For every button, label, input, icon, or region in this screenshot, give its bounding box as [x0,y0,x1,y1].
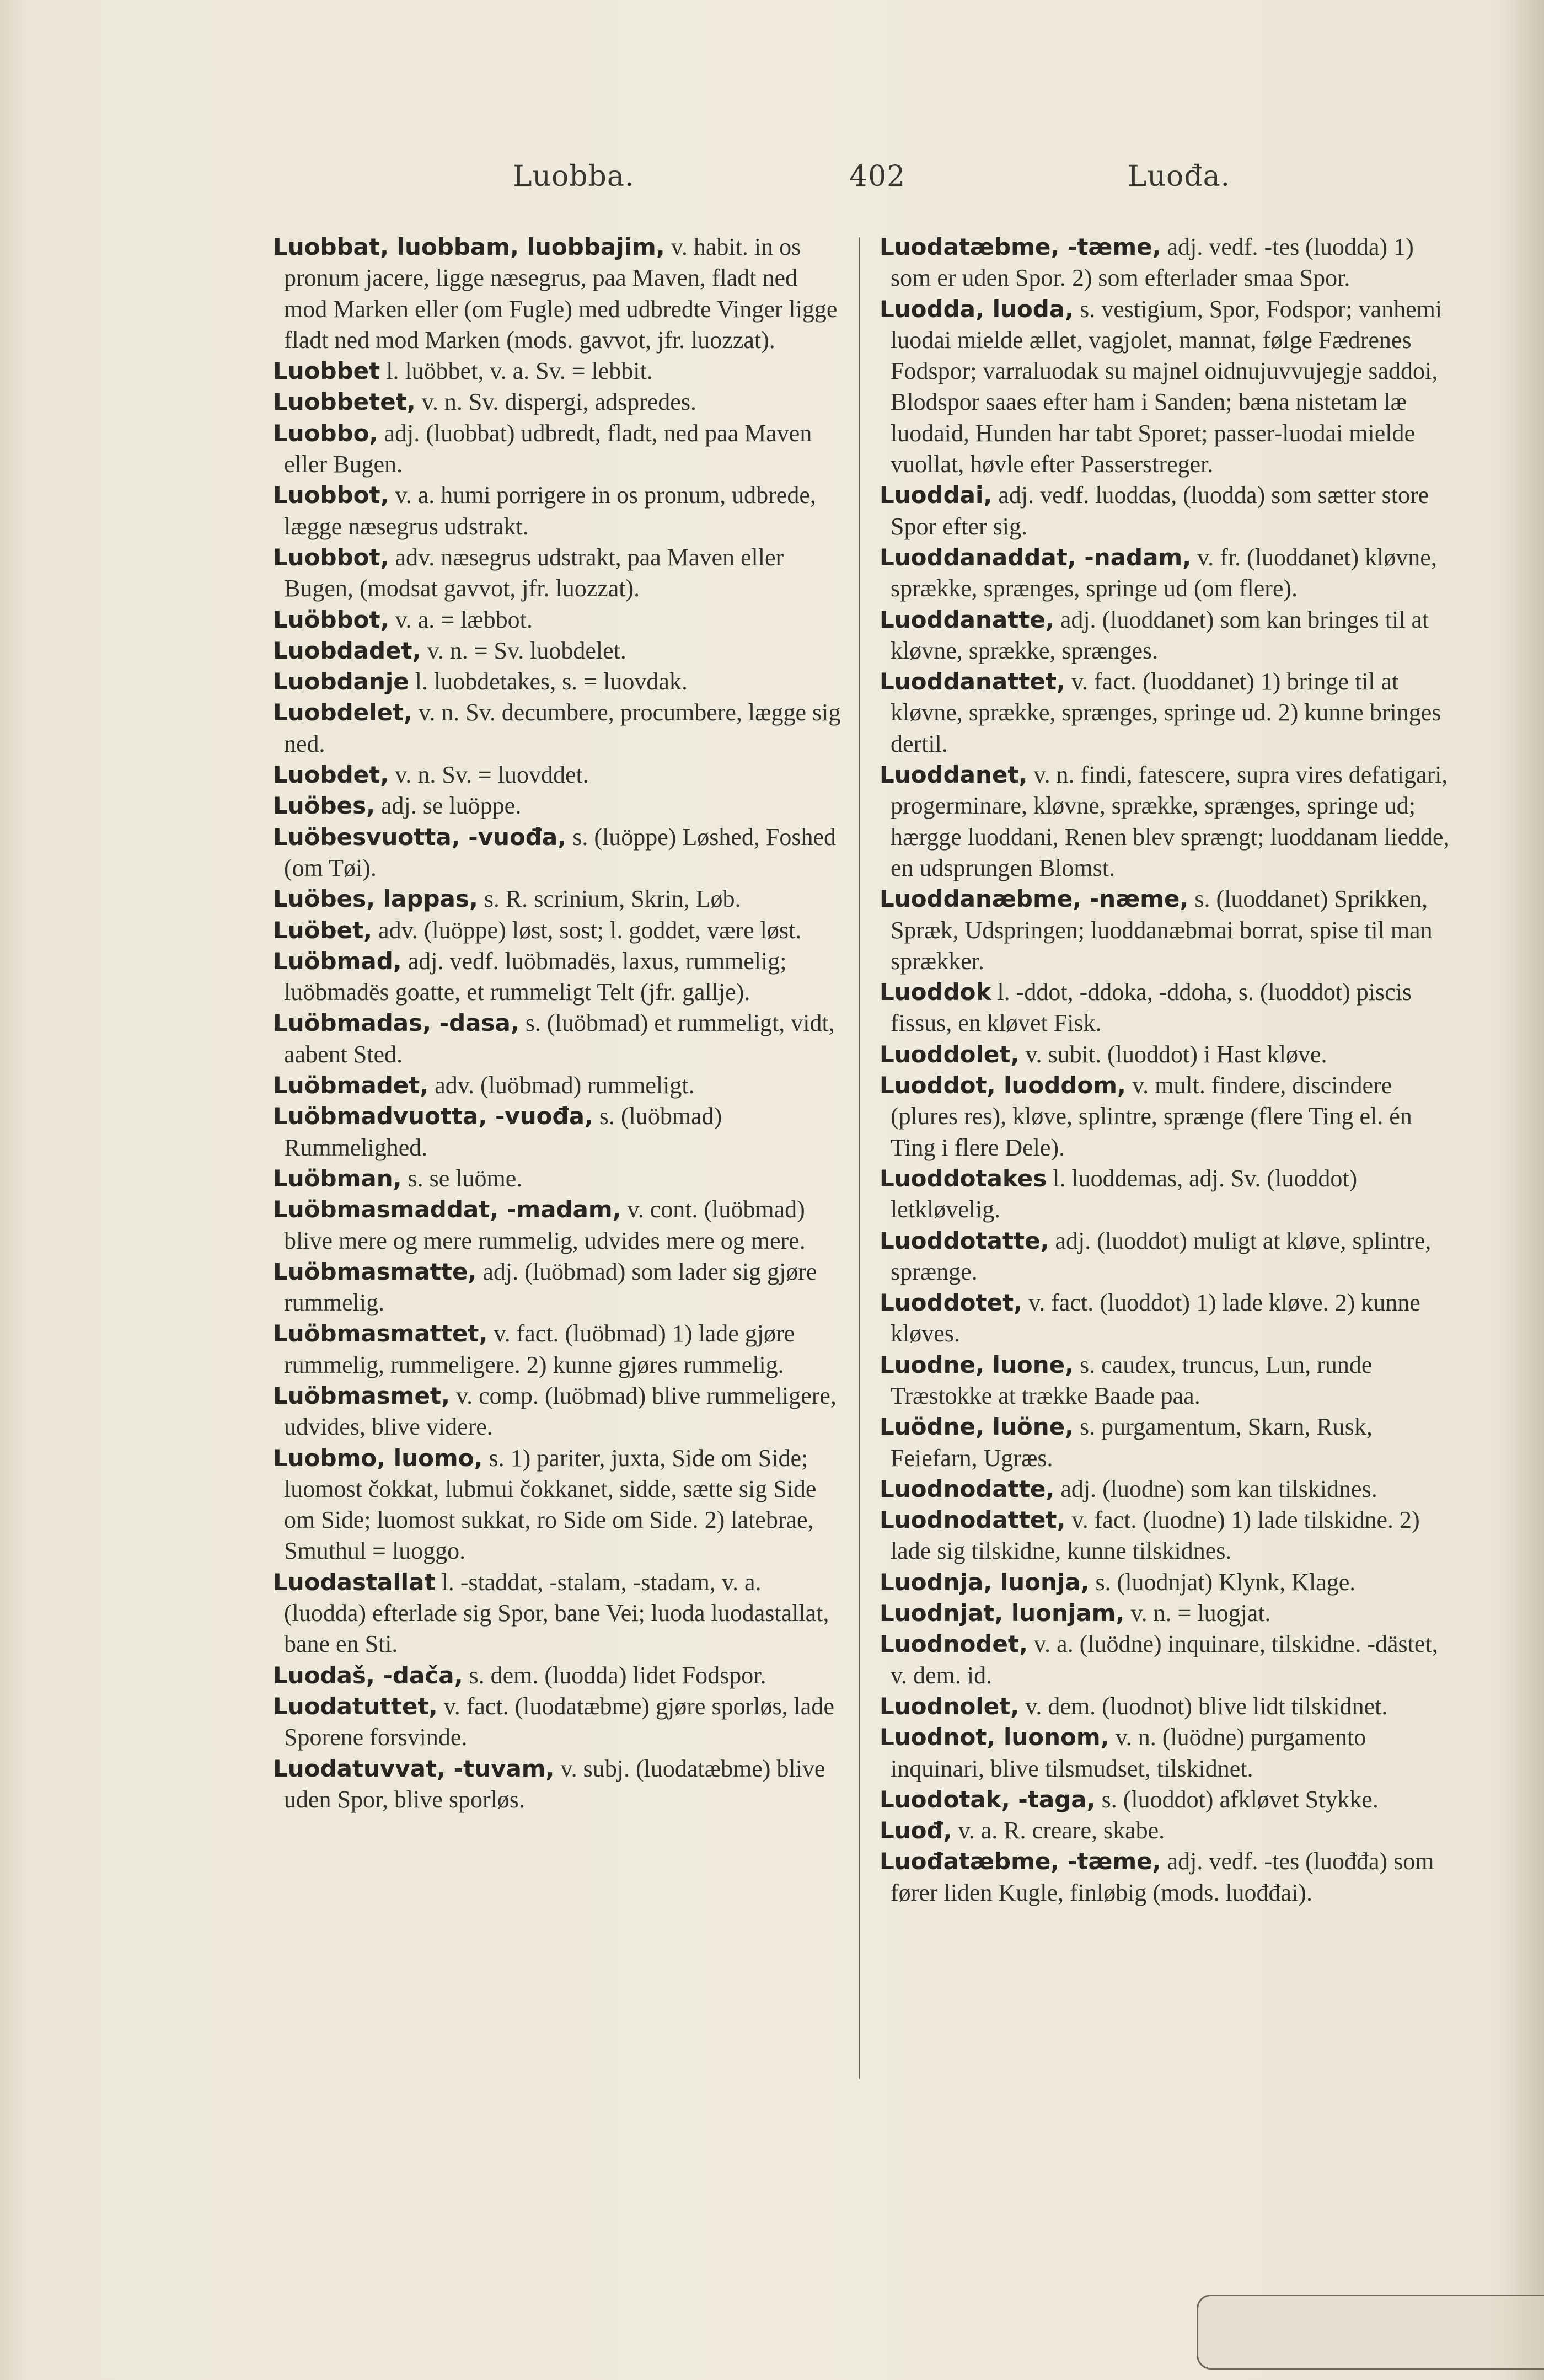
entry-headword: Luoddanatte, [880,606,1054,633]
entry-definition: v. n. Sv. dispergi, adspredes. [421,388,696,416]
entry-definition: v. n. (luödne) purgamento inquinari, blive tilsmudset, tilskidnet. [891,1724,1366,1782]
entry-headword: Luobbet [273,357,380,385]
entry-definition: l. -ddot, -ddoka, -ddoha, s. (luoddot) piscis fissus, en kløvet Fisk. [891,978,1412,1037]
entry-headword: Luöbmad, [273,947,402,975]
dictionary-entry [273,1070,846,1101]
entry-headword: Luodnolet, [880,1692,1020,1720]
entry-definition: v. a. R. creare, skabe. [958,1817,1165,1844]
running-head-left: Luobba. [513,160,635,193]
dictionary-entry [880,1691,1459,1722]
dictionary-entry [273,1008,846,1070]
entry-headword: Luobbot, [273,482,389,509]
dictionary-entry [273,605,846,635]
right-column [880,232,1459,1908]
dictionary-entry [273,760,846,790]
entry-definition: adj. vedf. -tes (luođđa) som fører liden Kugle, finløbig (mods. luođđai). [891,1848,1434,1906]
dictionary-entry [273,884,846,914]
entry-definition: v. cont. (luöbmad) blive mere og mere rummelig, udvides mere og mere. [284,1196,806,1254]
entry-definition: adj. (luoddanet) som kan bringes til at kløvne, sprække, sprænges. [891,606,1429,664]
entry-headword: Luöbmadvuotta, -vuođa, [273,1103,593,1130]
entry-definition: v. fr. (luoddanet) kløvne, sprække, sprænges, springe ud (om flere). [891,543,1437,602]
entry-definition: s. vestigium, Spor, Fodspor; vanhemi luodai mielde ællet, vagjolet, mannat, følge Fædrenes Fodspor; varraluodak su majnel oidnujuvvujegje saddoi, Blodspor saaes efter ham i Sanden; bæna nistetam læ luodaid, Hunden har tabt Sporet; passer-luodai mielde vuollat, høvle efter Passerstreger. [891,295,1443,478]
library-stamp [1197,2295,1544,2370]
entry-definition: v. fact. (luöbmad) 1) lade gjøre rummelig, rummeligere. 2) kunne gjøres rummelig. [284,1320,795,1378]
entry-definition: v. n. = Sv. luobdelet. [427,637,626,664]
dictionary-entry [880,666,1459,760]
dictionary-entry [273,1101,846,1163]
entry-definition: v. subj. (luodatæbme) blive uden Spor, blive sporløs. [284,1755,825,1813]
entry-definition: v. a. = læbbot. [395,606,533,633]
dictionary-entry [273,1318,846,1381]
entry-headword: Luoddotatte, [880,1227,1049,1254]
entry-definition: adj. vedf. luöbmadës, laxus, rummelig; luöbmadës goatte, et rummeligt Telt (jfr. gallje). [284,947,787,1006]
dictionary-entry [880,1070,1459,1163]
dictionary-entry [880,1784,1459,1815]
entry-definition: s. caudex, truncus, Lun, runde Træstokke at trække Baade paa. [891,1351,1373,1409]
entry-definition: v. n. = luogjat. [1130,1600,1271,1627]
entry-headword: Luöbmasmet, [273,1382,450,1409]
entry-headword: Luodastallat [273,1568,436,1596]
entry-headword: Luobmo, luomo, [273,1444,483,1472]
dictionary-entry [273,1567,846,1660]
dictionary-entry [273,790,846,821]
entry-headword: Luodnja, luonja, [880,1568,1090,1596]
entry-definition: v. fact. (luoddanet) 1) bringe til at kløvne, sprække, sprænges, springe ud. 2) kunne bringes dertil. [891,668,1441,757]
entry-headword: Luobbot, [273,543,389,571]
entry-definition: adv. (luöbmad) rummeligt. [435,1072,695,1099]
entry-headword: Luödne, luöne, [880,1413,1074,1441]
entry-definition: adj. se luöppe. [381,792,522,820]
entry-headword: Luodatæbme, -tæme, [880,233,1161,260]
entry-definition: v. fact. (luodne) 1) lade tilskidne. 2) lade sig tilskidne, kunne tilskidnes. [891,1506,1420,1565]
dictionary-entry [273,1691,846,1753]
dictionary-entry [880,1722,1459,1784]
entry-headword: Luodnodatte, [880,1475,1055,1502]
dictionary-entry [880,1629,1459,1691]
entry-headword: Luobdelet, [273,699,413,726]
entry-definition: s. (luöbmad) Rummelighed. [284,1103,722,1161]
dictionary-entry [880,294,1459,480]
dictionary-entry [273,542,846,605]
dictionary-entry [880,1163,1459,1226]
dictionary-entry [273,387,846,418]
entry-definition: adv. næsegrus udstrakt, paa Maven eller Bugen, (modsat gavvot, jfr. luozzat). [284,543,784,602]
entry-headword: Luöbes, lappas, [273,885,478,913]
column-divider [859,237,860,2079]
entry-headword: Luöbet, [273,916,373,944]
entry-definition: adj. vedf. -tes (luodda) 1) som er uden Spor. 2) som efterlader smaa Spor. [891,233,1414,292]
dictionary-entry [880,1350,1459,1412]
dictionary-entry [880,977,1459,1039]
dictionary-entry [273,1660,846,1691]
entry-headword: Luodne, luone, [880,1351,1074,1378]
entry-headword: Luodatuvvat, -tuvam, [273,1755,555,1782]
entry-definition: s. purgamentum, Skarn, Rusk, Feiefarn, Ugræs. [891,1413,1373,1472]
dictionary-entry [273,697,846,760]
entry-headword: Luobdadet, [273,637,421,664]
entry-definition: v. fact. (luodatæbme) gjøre sporløs, lade Sporene forsvinde. [284,1692,834,1751]
entry-definition: adj. (luobbat) udbredt, fladt, ned paa Maven eller Bugen. [284,419,812,478]
entry-headword: Luođ, [880,1817,952,1844]
entry-headword: Luoddanaddat, -nadam, [880,543,1192,571]
entry-definition: s. (luoddanet) Sprikken, Spræk, Udspringen; luoddanæbmai borrat, spise til man sprækker. [891,885,1433,975]
entry-headword: Luoddok [880,978,991,1006]
entry-headword: Luodnodattet, [880,1506,1066,1534]
entry-definition: s. (luoddot) afkløvet Stykke. [1101,1785,1379,1813]
dictionary-entry [273,822,846,884]
entry-headword: Luoddolet, [880,1040,1020,1068]
entry-definition: v. habit. in os pronum jacere, ligge næsegrus, paa Maven, fladt ned mod Marken eller (om Fugle) med udbredte Vinger ligge fladt ned mod Marken (mods. gavvot, jfr. luozzat). [284,233,838,354]
entry-definition: l. -staddat, -stalam, -stadam, v. a. (luodda) efterlade sig Spor, bane Vei; luoda luodastallat, bane en Sti. [284,1568,829,1658]
entry-headword: Luođatæbme, -tæme, [880,1848,1161,1875]
entry-headword: Luöbbot, [273,606,389,633]
dictionary-entry [880,480,1459,542]
entry-definition: v. dem. (luodnot) blive lidt tilskidnet. [1025,1692,1388,1720]
entry-headword: Luöbmadet, [273,1072,429,1099]
dictionary-entry [273,1443,846,1567]
entry-definition: l. luoddemas, adj. Sv. (luoddot) letkløvelig. [891,1164,1358,1223]
dictionary-entry [880,1846,1459,1908]
running-head-right: Luođa. [1128,160,1231,193]
dictionary-entry [880,1474,1459,1505]
dictionary-entry [273,1163,846,1194]
entry-headword: Luobbat, luobbam, luobbajim, [273,233,665,260]
dictionary-entry [880,1567,1459,1598]
entry-headword: Luöbmasmatte, [273,1258,477,1285]
entry-headword: Luöbes, [273,792,376,820]
dictionary-entry [880,760,1459,884]
entry-definition: adv. (luöppe) løst, sost; l. goddet, være løst. [378,916,802,944]
dictionary-entry [273,1194,846,1256]
entry-definition: adj. (luoddot) muligt at kløve, splintre, sprænge. [891,1227,1432,1285]
entry-definition: v. a. (luödne) inquinare, tilskidne. -dästet, v. dem. id. [891,1630,1438,1689]
entry-definition: v. mult. findere, discindere (plures res), kløve, splintre, sprænge (flere Ting el. én Ting i flere Dele). [891,1072,1412,1161]
dictionary-entry [273,1256,846,1319]
dictionary-entry [880,232,1459,294]
dictionary-entry [880,1287,1459,1350]
entry-headword: Luobdanje [273,668,409,696]
entry-definition: v. n. findi, fatescere, supra vires defatigari, progerminare, kløvne, sprække, sprænges, springe ud; hærgge luoddani, Renen blev sprængt; luoddanam liedde, en udsprungen Blomst. [891,761,1450,881]
entry-definition: s. dem. (luodda) lidet Fodspor. [469,1661,766,1689]
entry-headword: Luodotak, -taga, [880,1785,1096,1813]
entry-definition: s. (luodnjat) Klynk, Klage. [1095,1568,1356,1596]
entry-definition: v. fact. (luoddot) 1) lade kløve. 2) kunne kløves. [891,1289,1420,1347]
entry-headword: Luöbman, [273,1164,402,1192]
entry-headword: Luoddotakes [880,1164,1047,1192]
entry-definition: v. a. humi porrigere in os pronum, udbrede, lægge næsegrus udstrakt. [284,482,816,540]
entry-definition: s. R. scrinium, Skrin, Løb. [484,885,741,913]
entry-headword: Luodda, luoda, [880,295,1074,323]
entry-headword: Luobbo, [273,419,378,447]
dictionary-entry [880,1598,1459,1629]
dictionary-entry [273,1381,846,1443]
entry-definition: adj. (luöbmad) som lader sig gjøre rummelig. [284,1258,817,1317]
entry-headword: Luöbmasmattet, [273,1320,488,1347]
dictionary-entry [273,915,846,946]
entry-definition: s. (luöppe) Løshed, Foshed (om Tøi). [284,823,837,881]
entry-headword: Luoddanet, [880,761,1028,789]
entry-headword: Luoddanattet, [880,668,1065,696]
page-number: 402 [849,160,906,193]
page-edge-shadow [1505,0,1544,2380]
entry-definition: s. (luöbmad) et rummeligt, vidt, aabent Sted. [284,1009,835,1068]
dictionary-entry [880,605,1459,667]
entry-headword: Luöbesvuotta, -vuođa, [273,823,567,851]
entry-headword: Luodnodet, [880,1630,1028,1658]
entry-definition: adj. (luodne) som kan tilskidnes. [1060,1475,1377,1502]
entry-headword: Luöbmasmaddat, -madam, [273,1196,621,1223]
dictionary-entry [880,1505,1459,1567]
entry-headword: Luodnot, luonom, [880,1724,1109,1751]
entry-headword: Luoddanæbme, -næme, [880,885,1189,913]
entry-headword: Luoddot, luoddom, [880,1072,1127,1099]
dictionary-entry [880,884,1459,977]
dictionary-entry [273,480,846,542]
dictionary-entry [880,1226,1459,1288]
entry-headword: Luodatuttet, [273,1692,438,1720]
dictionary-entry [273,356,846,387]
entry-headword: Luodaš, -dača, [273,1661,463,1689]
entry-headword: Luöbmadas, -dasa, [273,1009,519,1037]
entry-definition: v. comp. (luöbmad) blive rummeligere, udvides, blive videre. [284,1382,837,1441]
dictionary-entry [880,1411,1459,1474]
entry-headword: Luobdet, [273,761,389,789]
entry-definition: l. luobdetakes, s. = luovdak. [415,668,688,696]
entry-definition: adj. vedf. luoddas, (luodda) som sætter store Spor efter sig. [891,482,1429,540]
entry-headword: Luodnjat, luonjam, [880,1600,1125,1627]
dictionary-entry [880,1815,1459,1846]
dictionary-entry [273,418,846,480]
entry-headword: Luoddotet, [880,1289,1023,1317]
left-column [273,232,846,1815]
entry-definition: v. n. Sv. = luovddet. [395,761,589,789]
entry-definition: v. subit. (luoddot) i Hast kløve. [1025,1040,1327,1068]
dictionary-entry [880,1039,1459,1070]
entry-definition: v. n. Sv. decumbere, procumbere, lægge sig ned. [284,699,841,757]
dictionary-entry [273,232,846,356]
dictionary-entry [273,946,846,1008]
entry-headword: Luobbetet, [273,388,416,416]
dictionary-entry [880,542,1459,605]
entry-definition: l. luöbbet, v. a. Sv. = lebbit. [386,357,653,385]
dictionary-entry [273,1753,846,1816]
entry-definition: s. 1) pariter, juxta, Side om Side; luomost čokkat, lubmui čokkanet, sidde, sætte sig Side om Side; luomost sukkat, ro Side om Side. 2) latebrae, Smuthul = luoggo. [284,1444,817,1565]
dictionary-entry [273,635,846,666]
entry-definition: s. se luöme. [408,1164,523,1192]
entry-headword: Luoddai, [880,482,993,509]
dictionary-entry [273,666,846,697]
